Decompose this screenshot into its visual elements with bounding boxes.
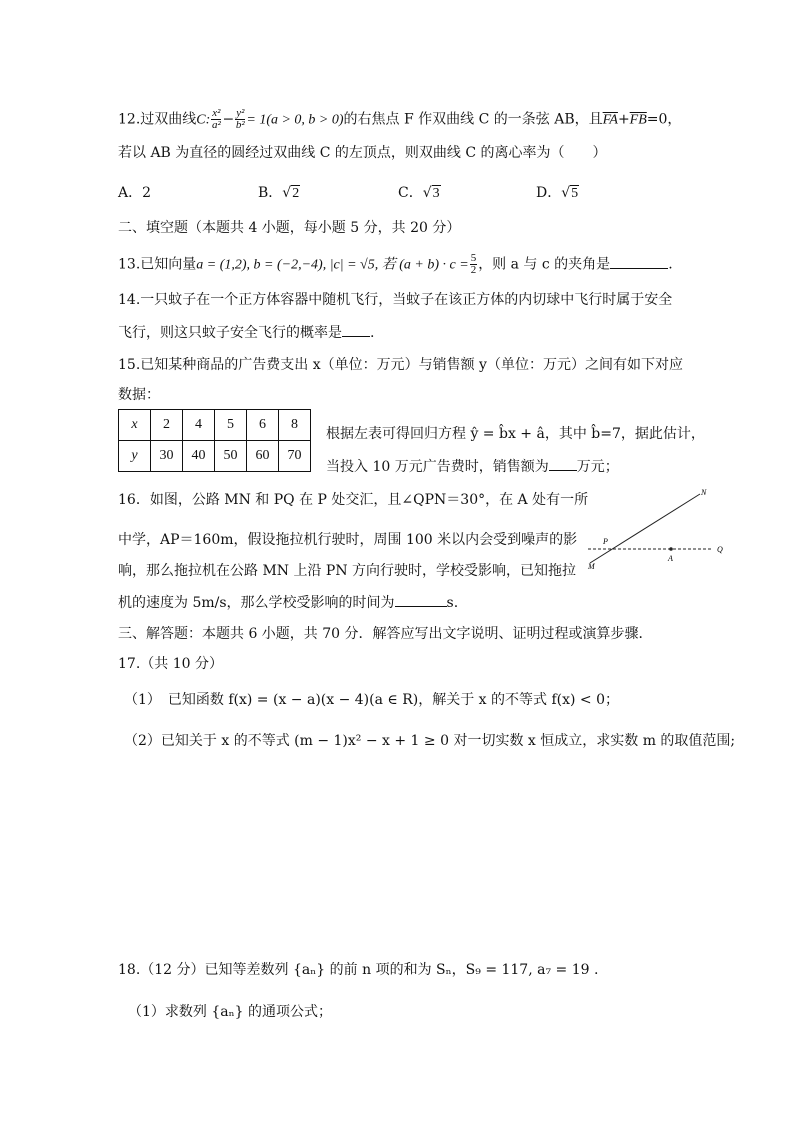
q13-frac [470,253,478,276]
q13-vectors: a = (1,2), b = (−2,−4), |c| = √5, 若 (a + b) · c = [196,257,469,273]
label-q: Q [717,545,723,554]
sqrt-expr: √3 [422,185,440,201]
q17-part2: （2）已知关于 x 的不等式 (m − 1)x² − x + 1 ≥ 0 对一切实数 x 恒成立，求实数 m 的取值范围; [124,733,736,749]
sqrt-expr: √5 [561,185,579,201]
q15-right-line2 [326,456,619,477]
q12-frac-y [235,108,245,131]
frac-den: a² [211,119,221,131]
sqrt-expr: √2 [282,185,300,201]
q12-line2: 若以 AB 为直径的圆经过双曲线 C 的左顶点，则双曲线 C 的离心率为（ ） [118,145,607,161]
table-cell: 70 [279,441,311,472]
answer-blank[interactable] [395,592,447,607]
q14-line1: 14.一只蚊子在一个正方体容器中随机飞行，当蚊子在该正方体的内切球中飞行时属于安全 [118,292,673,308]
label-n: N [701,488,707,497]
q16-line1: 16．如图，公路 MN 和 PQ 在 P 处交汇，且∠QPN＝30°，在 A 处有一所 [118,492,589,508]
q15-unit: 万元； [576,459,619,475]
radicand: 2 [292,186,300,201]
table-cell: 2 [151,410,183,441]
q15-text: 当投入 10 万元广告费时，销售额为 [326,459,549,475]
q16-line4 [118,592,458,613]
q14-text: 飞行，则这只蚊子安全飞行的概率是 [118,325,342,341]
section-2-title: 二、填空题（本题共 4 小题，每小题 5 分，共 20 分） [118,220,461,236]
frac-num: x² [212,107,221,119]
q18-part1: （1）求数列 {aₙ} 的通项公式； [128,1004,333,1020]
q12-prefix: 12.过双曲线 [118,111,197,128]
answer-blank[interactable] [342,322,370,337]
table-header-x: x [119,410,151,441]
table-cell: 30 [151,441,183,472]
option-label: B． [258,185,283,201]
frac-den: 2 [470,264,477,276]
curve-name: C: [196,112,211,128]
table-cell: 8 [279,410,311,441]
frac-num: 5 [470,252,477,264]
table-row-y [119,441,311,472]
q14-end: . [370,325,375,341]
table-cell: 50 [215,441,247,472]
answer-blank[interactable] [610,254,668,269]
q12-frac-x [211,108,221,131]
section-3-title: 三、解答题：本题共 6 小题，共 70 分．解答应写出文字说明、证明过程或演算步骤． [118,626,653,642]
table-header-y: y [119,441,151,472]
data-table [118,409,311,472]
road-diagram [580,485,730,575]
q16-text: 机的速度为 5m/s，那么学校受影响的时间为 [118,595,395,611]
q16-line2: 中学，AP＝160m，假设拖拉机行驶时，周围 100 米以内会受到噪声的影 [118,532,578,548]
label-p: P [603,537,608,546]
q16-unit: s. [446,595,459,611]
q12-line1: 12.过双曲线C: $\frac{\text{x²}}{\text{a²}}$ − $\frac{\text{y²}}{\text{b²}}$ = 1(a > 0, b > 0)的右焦点 F 作双曲线 C 的一条弦 AB，且$\overline{FA}+\overline{FB}=0$， [118,107,682,131]
frac-num: y² [236,107,245,119]
q13-line [118,253,673,276]
q13-end: . [668,256,673,273]
q15-line2: 数据： [118,387,160,403]
q13-prefix: 13.已知向量 [118,256,197,273]
q13-suffix: ，则 a 与 c 的夹角是 [478,256,611,273]
label-m: M [588,562,595,571]
q12-option-c [398,182,441,202]
option-label: C． [398,185,423,201]
table-cell: 6 [247,410,279,441]
label-a: A [668,554,673,563]
road-mn-line [590,494,700,563]
school-point [669,547,673,551]
table-cell: 60 [247,441,279,472]
q12-eq-zero: =0， [646,111,682,128]
q12-option-a: A．2 [118,185,152,201]
plus-sign: + [617,111,630,128]
table-cell: 5 [215,410,247,441]
q16-line3: 响，那么拖拉机在公路 MN 上沿 PN 方向行驶时，学校受影响，已知拖拉 [118,563,577,579]
q15-line1: 15.已知某种商品的广告费支出 x（单位：万元）与销售额 y（单位：万元）之间有如下对应 [118,357,683,373]
q17-head: 17.（共 10 分） [118,656,223,672]
radicand: 3 [432,186,440,201]
q15-right-line1: 根据左表可得回归方程 ŷ = b̂x + â，其中 b̂=7，据此估计， [326,426,705,442]
q18-head: 18.（12 分）已知等差数列 {aₙ} 的前 n 项的和为 Sₙ，S₉ = 117, a₇ = 19 . [118,962,599,978]
option-label: D． [536,185,562,201]
answer-blank[interactable] [549,456,577,471]
q14-line2 [118,322,374,343]
q17-part1: （1） 已知函数 f(x) = (x − a)(x − 4)(a ∈ R)，解关于 x 的不等式 f(x) < 0； [124,692,620,708]
q12-option-b [258,182,300,202]
table-row-x [119,410,311,441]
q12-condition: = 1(a > 0, b > 0) [246,112,344,128]
vector-fa: $\overline{FA}$ [602,112,618,128]
q12-mid: 的右焦点 F 作双曲线 C 的一条弦 AB，且 [343,111,603,128]
q12-option-d [536,182,579,202]
vector-fb: $\overline{FB}$ [629,112,647,128]
frac-den: b² [235,119,245,131]
table-cell: 4 [183,410,215,441]
radicand: 5 [571,186,579,201]
table-cell: 40 [183,441,215,472]
